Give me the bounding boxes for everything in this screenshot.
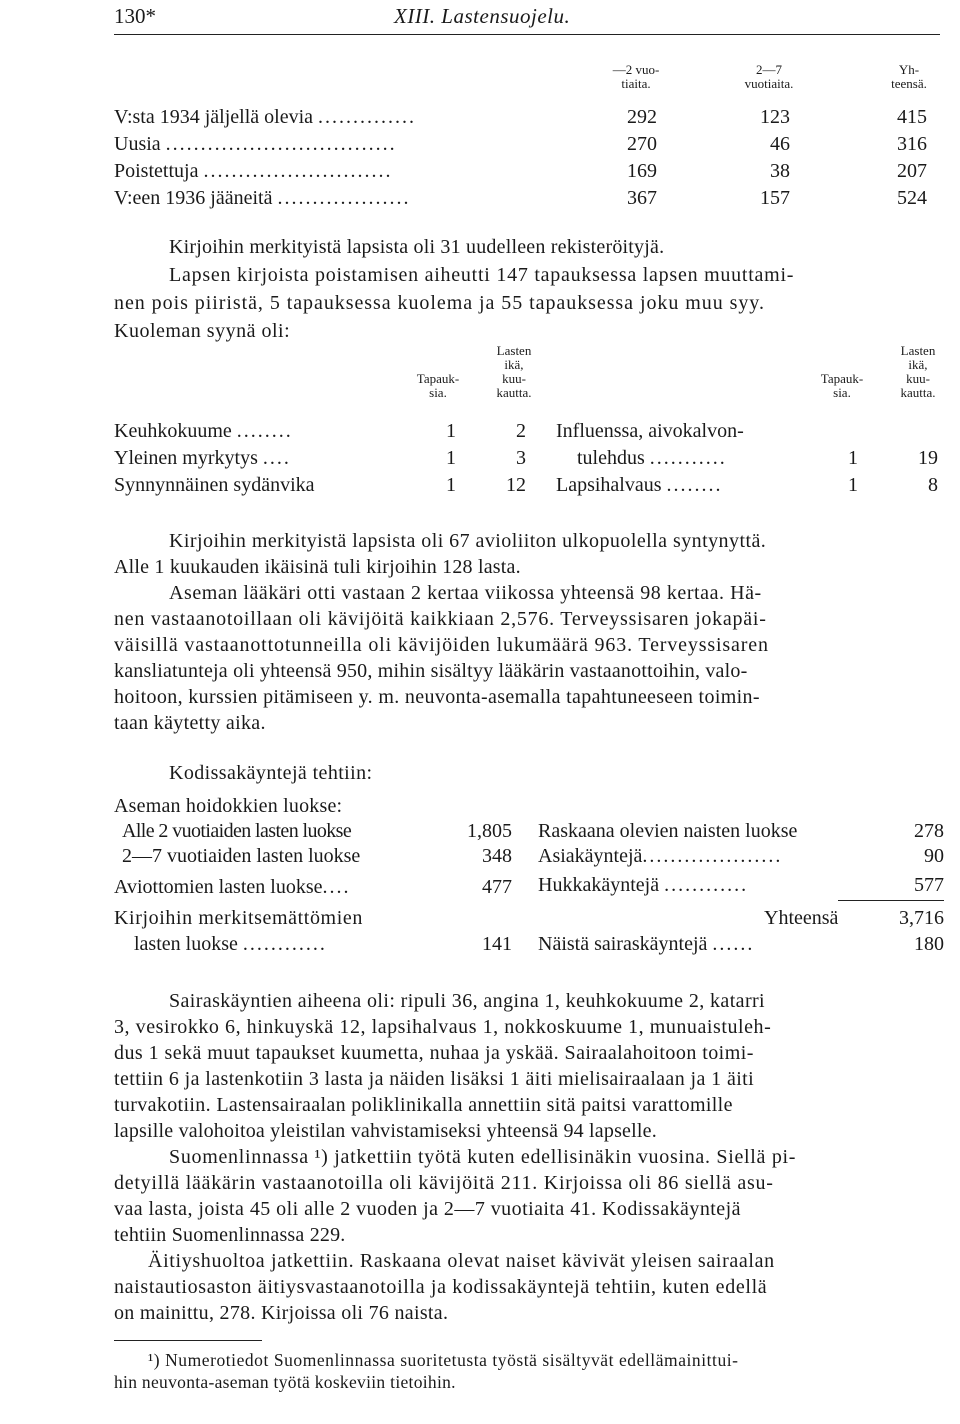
row-label: tulehdus bbox=[577, 447, 645, 469]
paragraph-line: Kirjoihin merkityistä lapsista oli 31 uudelleen rekisteröityjä. bbox=[169, 236, 665, 258]
row-label: Yleinen myrkytys bbox=[114, 447, 258, 469]
cell: 477 bbox=[482, 876, 512, 898]
column-header-age: Lasten ikä, kuu- kautta. bbox=[900, 343, 936, 400]
paragraph-line: naistautiosaston äitiysvastaanotoilla ja kodissakäyntejä tehtiin, kuten edellä bbox=[114, 1276, 768, 1298]
cell: 90 bbox=[924, 845, 944, 867]
column-header-0-2: —2 vuo- tiaita. bbox=[612, 62, 660, 91]
row-label: V:een 1936 jääneitä bbox=[114, 187, 273, 209]
column-header-2-7: 2—7 vuotiaita. bbox=[744, 62, 794, 91]
paragraph-line: on mainittu, 278. Kirjoissa oli 76 naista. bbox=[114, 1302, 449, 1324]
paragraph-line: tehtiin Suomenlinnassa 229. bbox=[114, 1224, 346, 1246]
cell: 46 bbox=[770, 133, 790, 155]
cell: 577 bbox=[914, 874, 944, 896]
paragraph-line: detyillä lääkärin vastaanotoilla oli kävijöitä 211. Kirjoissa oli 86 siellä asu- bbox=[114, 1172, 774, 1194]
cell: 3,716 bbox=[899, 907, 944, 929]
row-label: Poistettuja bbox=[114, 160, 199, 182]
row-label: Yhteensä bbox=[764, 907, 839, 929]
running-title: XIII. Lastensuojelu. bbox=[394, 4, 571, 28]
paragraph-line: Kirjoihin merkityistä lapsista oli 67 avioliiton ulkopuolella syntynyttä. bbox=[169, 530, 767, 552]
cell: 180 bbox=[914, 933, 944, 955]
row-label: Aviottomien lasten luokse bbox=[114, 876, 323, 898]
row-label: Alle 2 vuotiaiden lasten luokse bbox=[122, 820, 352, 842]
cell: 38 bbox=[770, 160, 790, 182]
paragraph-line: Lapsen kirjoista poistamisen aiheutti 147 tapauksessa lapsen muuttami- bbox=[169, 264, 795, 286]
paragraph-line: dus 1 sekä muut tapaukset kuumetta, nuhaa ja yskää. Sairaalahoitoon toimi- bbox=[114, 1042, 754, 1064]
row-label: Lapsihalvaus bbox=[556, 474, 662, 496]
row-label: Asiakäyntejä bbox=[538, 845, 643, 867]
paragraph-line: väisillä vastaanottotunneilla oli kävijöiden lukumäärä 963. Terveyssisaren bbox=[114, 634, 769, 656]
paragraph-line: nen pois piiristä, 5 tapauksessa kuolema ja 55 tapauksessa joku muu syy. bbox=[114, 292, 765, 314]
row-label: Uusia bbox=[114, 133, 161, 155]
section-subheading: Aseman hoidokkien luokse: bbox=[114, 795, 343, 817]
sum-rule bbox=[838, 900, 944, 901]
paragraph-line: hoitoon, kurssien pitämiseen y. m. neuvonta-asemalla tapahtuneeseen toimin- bbox=[114, 686, 760, 708]
cell: 1 bbox=[446, 420, 456, 442]
cell: 292 bbox=[627, 106, 657, 128]
row-label: Influenssa, aivokalvon- bbox=[556, 420, 744, 442]
paragraph-line: Äitiyshuoltoa jatkettiin. Raskaana olevat naiset kävivät yleisen sairaalan bbox=[148, 1250, 775, 1272]
paragraph-line: Kuoleman syynä oli: bbox=[114, 320, 291, 342]
paragraph-line: 3, vesirokko 6, hinkuyskä 12, lapsihalvaus 1, nokkoskuume 1, munuaistuleh- bbox=[114, 1016, 772, 1038]
cell: 8 bbox=[928, 474, 938, 496]
column-header-age: Lasten ikä, kuu- kautta. bbox=[496, 343, 532, 400]
cell: 415 bbox=[897, 106, 927, 128]
paragraph-line: lapsille valohoitoa yleistilan vahvistamiseksi yhteensä 94 lapselle. bbox=[114, 1120, 657, 1142]
cell: 19 bbox=[918, 447, 938, 469]
cell: 123 bbox=[760, 106, 790, 128]
page-number: 130* bbox=[114, 4, 156, 28]
cell: 316 bbox=[897, 133, 927, 155]
cell: 1,805 bbox=[467, 820, 512, 842]
paragraph-line: taan käytetty aika. bbox=[114, 712, 266, 734]
cell: 169 bbox=[627, 160, 657, 182]
row-label: Kirjoihin merkitsemättömien bbox=[114, 907, 363, 929]
row-label: Hukkakäyntejä bbox=[538, 874, 660, 896]
row-label: lasten luokse bbox=[134, 933, 238, 955]
row-label: Synnynnäinen sydänvika bbox=[114, 474, 315, 496]
row-label: V:sta 1934 jäljellä olevia bbox=[114, 106, 314, 128]
paragraph-line: tettiin 6 ja lastenkotiin 3 lasta ja näiden lisäksi 1 äiti mielisairaalaan ja 1 äiti bbox=[114, 1068, 755, 1090]
cell: 270 bbox=[627, 133, 657, 155]
column-header-cases: Tapauk- sia. bbox=[416, 371, 460, 400]
cell: 207 bbox=[897, 160, 927, 182]
cell: 2 bbox=[516, 420, 526, 442]
cell: 157 bbox=[760, 187, 790, 209]
footnote-line: ¹) Numerotiedot Suomenlinnassa suoritetusta työstä sisältyvät edellämainittui- bbox=[148, 1350, 739, 1370]
header-rule bbox=[114, 34, 940, 35]
cell: 348 bbox=[482, 845, 512, 867]
row-label: Keuhkokuume bbox=[114, 420, 232, 442]
paragraph-line: turvakotiin. Lastensairaalan poliklinikalla annettiin sitä paitsi varattomille bbox=[114, 1094, 733, 1116]
paragraph-line: Sairaskäyntien aiheena oli: ripuli 36, angina 1, keuhkokuume 2, katarri bbox=[169, 990, 766, 1012]
section-heading: Kodissakäyntejä tehtiin: bbox=[169, 762, 373, 784]
paragraph-line: Suomenlinnassa ¹) jatkettiin työtä kuten edellisinäkin vuosina. Siellä pi- bbox=[169, 1146, 797, 1168]
cell: 524 bbox=[897, 187, 927, 209]
cell: 1 bbox=[848, 474, 858, 496]
cell: 278 bbox=[914, 820, 944, 842]
column-header-cases: Tapauk- sia. bbox=[820, 371, 864, 400]
row-label: Näistä sairaskäyntejä bbox=[538, 933, 708, 955]
footnote-line: hin neuvonta-aseman työtä koskeviin tietoihin. bbox=[114, 1372, 456, 1392]
cell: 3 bbox=[516, 447, 526, 469]
footnote-rule bbox=[114, 1340, 262, 1341]
cell: 1 bbox=[848, 447, 858, 469]
paragraph-line: Aseman lääkäri otti vastaan 2 kertaa viikossa yhteensä 98 kertaa. Hä- bbox=[169, 582, 762, 604]
cell: 12 bbox=[506, 474, 526, 496]
row-label: Raskaana olevien naisten luokse bbox=[538, 820, 798, 842]
cell: 1 bbox=[446, 474, 456, 496]
paragraph-line: kansliatunteja oli yhteensä 950, mihin sisältyy lääkärin vastaanottoihin, valo- bbox=[114, 660, 748, 682]
cell: 1 bbox=[446, 447, 456, 469]
row-label: 2—7 vuotiaiden lasten luokse bbox=[122, 845, 361, 867]
paragraph-line: nen vastaanotoillaan oli kävijöitä kaikkiaan 2,576. Terveyssisaren jokapäi- bbox=[114, 608, 767, 630]
column-header-total: Yh- teensä. bbox=[891, 62, 927, 91]
paragraph-line: vaa lasta, joista 45 oli alle 2 vuoden ja 2—7 vuotiaita 41. Kodissakäyntejä bbox=[114, 1198, 741, 1220]
cell: 367 bbox=[627, 187, 657, 209]
cell: 141 bbox=[482, 933, 512, 955]
paragraph-line: Alle 1 kuukauden ikäisinä tuli kirjoihin 128 lasta. bbox=[114, 556, 521, 578]
